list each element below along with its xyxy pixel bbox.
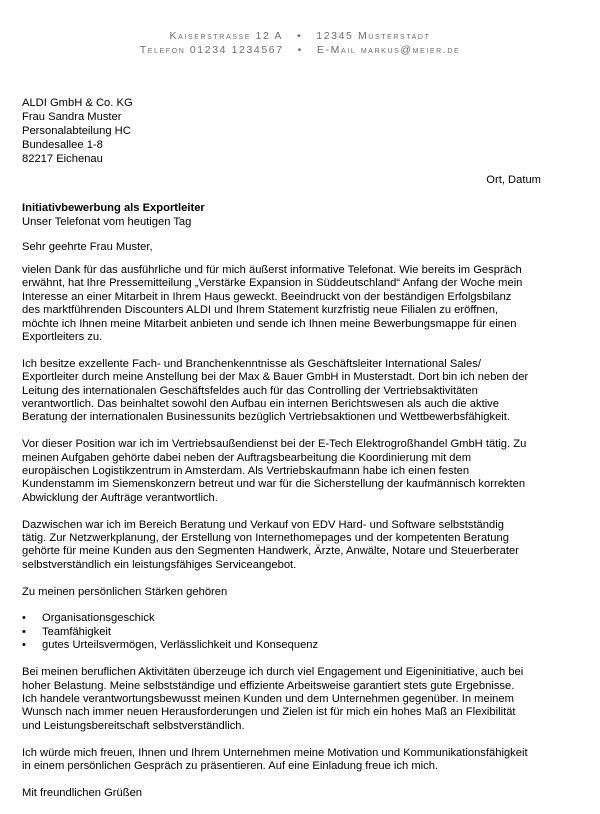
text-line: Vor dieser Position war ich im Vertriebsaußendienst bei der E-Tech Elektrogroßhandel GmbH tätig. Zu <box>22 438 527 451</box>
list-item-text: Teamfähigkeit <box>42 625 112 638</box>
subject-reference: Unser Telefonat vom heutigen Tag <box>22 216 192 228</box>
sender-email: E-Mail markus@meier.de <box>316 44 461 56</box>
body-paragraph <box>22 747 582 774</box>
sender-phone: Telefon 01234 1234567 <box>139 44 284 56</box>
text-line: Exportleiter durch meine Anstellung bei der Max & Bauer GmbH in Musterstadt. Dort bin ich neben der <box>22 371 529 384</box>
text-line: Exportleiters zu. <box>22 331 103 344</box>
text-line: Ich handele verantwortungsbewusst meinen Kunden und dem Unternehmen gegenüber. In meinem <box>22 692 514 705</box>
text-line: gehörte für meine Kunden aus den Segmenten Handwerk, Ärzte, Anwälte, Notare und Steuerberater <box>22 545 519 558</box>
strengths-list <box>22 612 582 652</box>
salutation: Sehr geehrte Frau Muster, <box>22 241 153 253</box>
body-paragraph <box>22 358 582 425</box>
separator-dot: • <box>296 30 303 42</box>
bullet-icon: • <box>22 639 26 652</box>
text-line: Kundenstamm im Siemenskonzern betreut und war für die Sicherstellung der kaufmännisch korrekten <box>22 478 526 491</box>
list-item-text: gutes Urteilsvermögen, Verlässlichkeit und Konsequenz <box>42 639 319 652</box>
text-line: Ich besitze exzellente Fach- und Branchenkenntnisse als Geschäftsleiter International Sales/ <box>22 357 481 370</box>
sender-city: 12345 Musterstadt <box>316 30 431 42</box>
body-paragraph <box>22 438 582 505</box>
recipient-person: Frau Sandra Muster <box>22 111 122 123</box>
text-line: möchte ich Ihnen meine Mitarbeit anbieten und sende ich Ihnen meine Bewerbungsmappe für einen <box>22 317 517 330</box>
text-line: und Leistungsbereitschaft selbstverständlich. <box>22 719 245 732</box>
closing-formula: Mit freundlichen Grüßen <box>22 786 143 799</box>
text-line: vielen Dank für das ausführliche und für mich äußerst informative Telefonat. Wie bereits im Gespräch <box>22 264 522 276</box>
subject-block <box>22 201 205 229</box>
recipient-department: Personalabteilung HC <box>22 125 131 137</box>
list-item <box>22 626 582 639</box>
text-line: Beratung der internationalen Businessunits bezüglich Vertriebsaktionen und Wettbewerbsfähigkeit. <box>22 411 510 424</box>
text-line: Leitung des internationalen Geschäftsfeldes auch für das Controlling der Vertriebsaktivitäten <box>22 384 478 397</box>
bullet-icon: • <box>22 625 26 638</box>
text-line: erwähnt, hat Ihre Pressemitteilung „Verstärke Expansion in Süddeutschland“ Anfang der Woche mein <box>22 277 523 290</box>
body-paragraph <box>22 519 582 573</box>
list-item <box>22 639 582 652</box>
text-line: in einem persönlichen Gespräch zu präsentieren. Auf eine Einladung freue ich mich. <box>22 759 439 772</box>
place-date: Ort, Datum <box>486 174 541 186</box>
text-line: Ich würde mich freuen, Ihnen und Ihrem Unternehmen meine Motivation und Kommunikationsfähigkeit <box>22 746 528 759</box>
sender-address-line <box>0 30 600 42</box>
text-line: Interesse an einer Mitarbeit in Ihrem Haus geweckt. Beeindruckt von der beständigen Erfolgsbilanz <box>22 290 512 303</box>
body-paragraph <box>22 264 582 344</box>
recipient-company: ALDI GmbH & Co. KG <box>22 97 133 109</box>
text-line: europäischen Logistikzentrum in Amsterdam. Als Vertriebskaufmann habe ich einen festen <box>22 465 470 478</box>
recipient-city: 82217 Eichenau <box>22 153 103 165</box>
recipient-address <box>22 96 133 166</box>
list-item <box>22 612 582 625</box>
strengths-intro: Zu meinen persönlichen Stärken gehören <box>22 585 228 598</box>
text-line: verantwortlich. Das beinhaltet sowohl den Aufbau ein internen Berichtswesen als auch die aktive <box>22 398 499 411</box>
text-line: hoher Belastung. Meine selbstständige und effiziente Arbeitsweise garantiert stets gute Ergebnisse. <box>22 679 515 692</box>
sender-contact-line <box>0 44 600 56</box>
text-line: Bei meinen beruflichen Aktivitäten überzeuge ich durch viel Engagement und Eigeninitiative, auch bei <box>22 666 524 679</box>
text-line: tätig. Zur Netzwerkplanung, der Erstellung von Internethomepages und der kompetenten Beratung <box>22 532 509 545</box>
sender-street: Kaiserstrasse 12 A <box>169 30 283 42</box>
subject-title: Initiativbewerbung als Exportleiter <box>22 202 205 214</box>
body-paragraph <box>22 666 582 733</box>
text-line: Wunsch nach immer neuen Herausforderungen und Zielen ist für mich ein hohes Maß an Flexibilität <box>22 706 516 719</box>
separator-dot: • <box>297 44 303 56</box>
letter-body <box>22 264 582 814</box>
recipient-street: Bundesallee 1-8 <box>22 139 103 151</box>
text-line: Abwicklung der Aufträge verantwortlich. <box>22 491 218 504</box>
text-line: Dazwischen war ich im Bereich Beratung und Verkauf von EDV Hard- und Software selbstständig <box>22 518 504 531</box>
bullet-icon: • <box>22 612 26 625</box>
text-line: selbstverständlich ein leistungsfähiges Serviceangebot. <box>22 558 297 571</box>
list-item-text: Organisationsgeschick <box>42 612 155 625</box>
text-line: des marktführenden Discounters ALDI und Ihrem Statement kurzfristig neue Filialen zu eröffnen, <box>22 304 499 317</box>
text-line: meinen Aufgaben gehörte dabei neben der Auftragsbearbeitung die Koordinierung mit dem <box>22 451 472 464</box>
